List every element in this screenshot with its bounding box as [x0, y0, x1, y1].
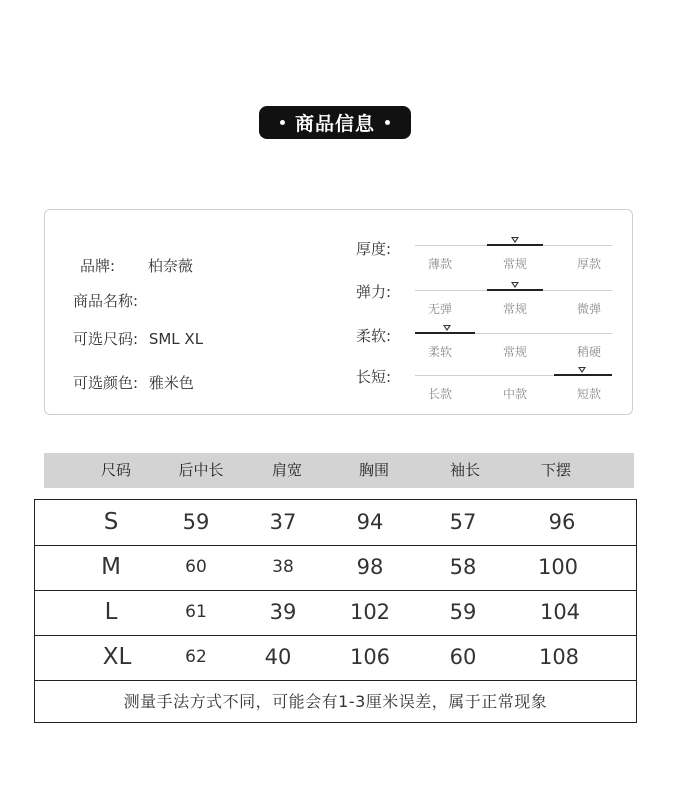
scale-marker-icon	[578, 367, 586, 373]
scale-option: 薄款	[427, 257, 452, 271]
size-table	[34, 499, 637, 723]
value-cell: 61	[185, 602, 207, 622]
value-cell: 39	[269, 600, 297, 624]
header-shoulder: 肩宽	[271, 461, 302, 479]
value-cell: 38	[272, 557, 294, 577]
scale-option: 常规	[502, 257, 527, 271]
section-title: 商品信息	[294, 113, 375, 135]
length-scale	[415, 375, 612, 415]
scale-marker-icon	[443, 325, 451, 331]
value-cell: 106	[349, 645, 391, 669]
color-options-value: 雅米色	[148, 374, 194, 392]
value-cell: 108	[538, 645, 580, 669]
product-info-card	[44, 209, 633, 415]
measurement-note: 测量手法方式不同，可能会有1-3厘米误差，属于正常现象	[123, 692, 548, 711]
header-chest: 胸围	[358, 461, 389, 479]
title-left-dot	[280, 120, 285, 125]
brand-label: 品牌:	[80, 257, 116, 275]
title-right-dot	[385, 120, 390, 125]
scale-option: 长款	[427, 387, 452, 401]
header-hem: 下摆	[540, 461, 571, 479]
elasticity-scale	[415, 290, 612, 330]
value-cell: 40	[264, 645, 292, 669]
header-size: 尺码	[100, 461, 131, 479]
size-options-value: SML XL	[148, 330, 204, 348]
scale-marker-icon	[511, 237, 519, 243]
value-cell: 98	[356, 555, 384, 579]
thickness-label: 厚度:	[356, 240, 392, 258]
length-label: 长短:	[356, 368, 392, 386]
size-table-header	[44, 453, 634, 488]
value-cell: 60	[185, 557, 207, 577]
scale-option: 中款	[502, 387, 527, 401]
scale-selected-segment	[415, 332, 475, 334]
header-sleeve: 袖长	[449, 461, 480, 479]
value-cell: 60	[449, 645, 477, 669]
value-cell: 96	[548, 510, 576, 534]
thickness-scale	[415, 245, 612, 285]
value-cell: 57	[449, 510, 477, 534]
size-cell: XL	[102, 644, 132, 670]
softness-label: 柔软:	[356, 327, 392, 345]
section-title-pill	[259, 106, 411, 139]
value-cell: 94	[356, 510, 384, 534]
scale-option: 厚款	[576, 257, 601, 271]
scale-option: 稍硬	[576, 345, 601, 359]
value-cell: 59	[449, 600, 477, 624]
size-options-label: 可选尺码:	[73, 330, 139, 348]
product-name-row	[73, 290, 149, 311]
brand-value: 柏奈薇	[147, 257, 193, 275]
brand-row	[80, 255, 193, 276]
scale-marker-icon	[511, 282, 519, 288]
elasticity-label: 弹力:	[356, 283, 392, 301]
table-row	[35, 500, 636, 546]
color-options-label: 可选颜色:	[73, 374, 139, 392]
value-cell: 58	[449, 555, 477, 579]
scale-option: 无弹	[427, 302, 452, 316]
product-name-label: 商品名称:	[73, 292, 139, 310]
value-cell: 100	[537, 555, 579, 579]
size-options-row	[73, 328, 203, 349]
table-row	[35, 635, 636, 681]
scale-option: 微弹	[576, 302, 601, 316]
value-cell: 59	[182, 510, 210, 534]
scale-option: 柔软	[427, 345, 452, 359]
value-cell: 62	[185, 647, 207, 667]
table-row	[35, 545, 636, 591]
size-cell: S	[103, 509, 119, 535]
scale-option: 常规	[502, 345, 527, 359]
scale-selected-segment	[554, 374, 612, 376]
value-cell: 37	[269, 510, 297, 534]
scale-option: 常规	[502, 302, 527, 316]
scale-selected-segment	[487, 289, 543, 291]
scale-selected-segment	[487, 244, 543, 246]
header-back-length: 后中长	[178, 461, 224, 479]
value-cell: 102	[349, 600, 391, 624]
value-cell: 104	[539, 600, 581, 624]
color-options-row	[73, 372, 194, 393]
size-cell: L	[104, 599, 118, 625]
table-row	[35, 590, 636, 636]
size-cell: M	[101, 554, 121, 580]
scale-option: 短款	[576, 387, 601, 401]
